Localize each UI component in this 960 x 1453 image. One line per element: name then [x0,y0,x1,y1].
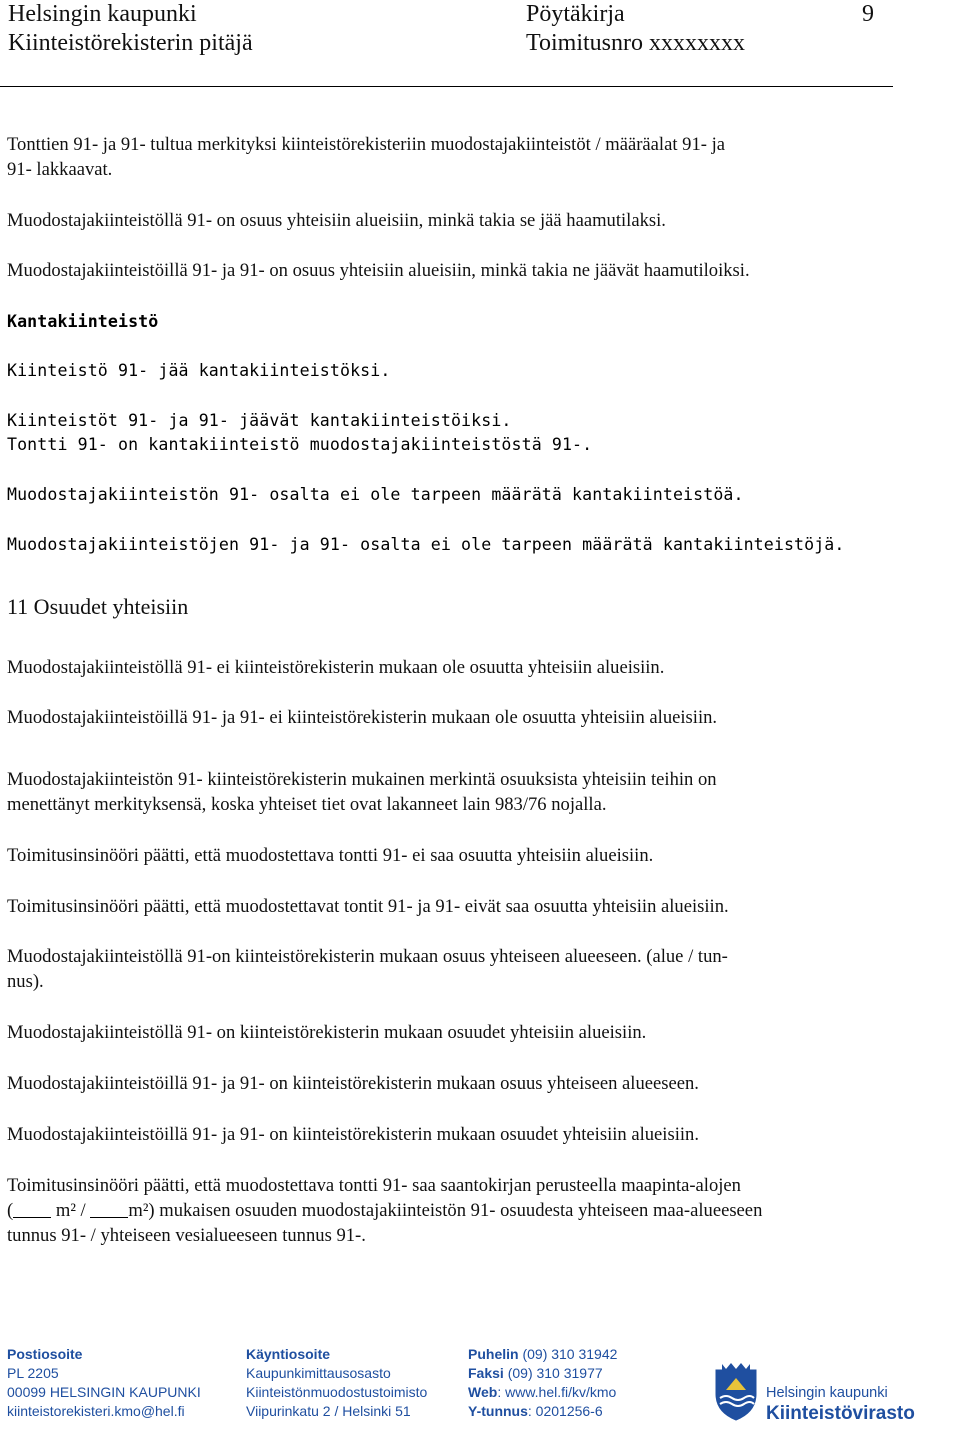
footer-line: Kaupunkimittausosasto [246,1365,391,1381]
footer-label: Y-tunnus [468,1403,528,1419]
footer-line: Viipurinkatu 2 / Helsinki 51 [246,1403,411,1419]
paragraph: Muodostajakiinteistöllä 91- on kiinteistörekisterin mukaan osuudet yhteisiin alueisiin. [7,1022,647,1043]
paragraph: menettänyt merkityksensä, koska yhteiset tiet ovat lakanneet lain 983/76 nojalla. [7,794,607,815]
footer-value: (09) 310 31977 [507,1365,603,1381]
footer-postal-address [7,1345,201,1421]
footer-web [468,1383,617,1402]
paragraph: Kiinteistöt 91- ja 91- jäävät kantakiinteistöiksi. [7,411,512,430]
footer-label: Puhelin [468,1346,519,1362]
paragraph: Toimitusinsinööri päätti, että muodostettavat tontit 91- ja 91- eivät saa osuutta yhteisiin alueisiin. [7,896,729,917]
footer-value: : www.hel.fi/kv/kmo [497,1384,617,1400]
logo-text: Kiinteistövirasto [766,1403,915,1424]
paragraph: tunnus 91- / yhteiseen vesialueeseen tunnus 91-. [7,1225,366,1246]
footer-phone [468,1345,617,1364]
paragraph: Muodostajakiinteistöillä 91- ja 91- on kiinteistörekisterin mukaan osuudet yhteisiin alueisiin. [7,1124,699,1145]
text-fragment: m²) mukaisen osuuden muodostajakiinteistön 91- osuudesta yhteiseen maa-alueeseen [128,1200,763,1221]
blank-field [13,1201,51,1218]
text-fragment: m² / [55,1200,86,1221]
paragraph: Muodostajakiinteistön 91- osalta ei ole tarpeen määrätä kantakiinteistöä. [7,485,744,504]
footer-line: PL 2205 [7,1365,59,1381]
paragraph [7,1198,762,1223]
logo-text: Helsingin kaupunki [766,1385,888,1401]
footer-line: 00099 HELSINGIN KAUPUNKI [7,1384,201,1400]
paragraph: Muodostajakiinteistöllä 91- on osuus yhteisiin alueisiin, minkä takia se jää haamutilaksi. [7,210,666,231]
paragraph: nus). [7,971,44,992]
footer-ytunnus [468,1402,617,1421]
blank-field [90,1201,128,1218]
footer-fax [468,1364,617,1383]
footer-label: Web [468,1384,498,1400]
footer-label: Käyntiosoite [246,1346,331,1362]
helsinki-crest-icon [712,1360,760,1422]
footer-contact [468,1345,617,1421]
header-rule [0,86,893,87]
paragraph: Tonttien 91- ja 91- tultua merkityksi kiinteistörekisteriin muodostajakiinteistöt / määräalat 91- ja [7,134,726,155]
text-fragment: ( [7,1200,14,1221]
paragraph: Muodostajakiinteistöllä 91- ei kiinteistörekisterin mukaan ole osuutta yhteisiin alueisiin. [7,657,665,678]
paragraph: Toimitusinsinööri päätti, että muodostettava tontti 91- saa saantokirjan perusteella maapinta-alojen [7,1175,741,1196]
paragraph: Muodostajakiinteistöillä 91- ja 91- on kiinteistörekisterin mukaan osuus yhteiseen alueeseen. [7,1073,699,1094]
paragraph: Muodostajakiinteistöillä 91- ja 91- ei kiinteistörekisterin mukaan ole osuutta yhteisiin alueisiin. [7,707,718,728]
footer-visit-address [246,1345,427,1421]
header-case-number: Toimitusnro xxxxxxxx [526,30,745,56]
paragraph: Kiinteistö 91- jää kantakiinteistöksi. [7,361,391,380]
header-org: Helsingin kaupunki [8,1,197,27]
footer-label: Postiosoite [7,1346,83,1362]
footer-email: kiinteistorekisteri.kmo@hel.fi [7,1403,185,1419]
paragraph: Muodostajakiinteistöillä 91- ja 91- on osuus yhteisiin alueisiin, minkä takia ne jäävät haamutiloiksi. [7,260,750,281]
header-office: Kiinteistörekisterin pitäjä [8,30,253,56]
paragraph: Toimitusinsinööri päätti, että muodostettava tontti 91- ei saa osuutta yhteisiin alueisiin. [7,845,654,866]
paragraph: Tontti 91- on kantakiinteistö muodostajakiinteistöstä 91-. [7,435,593,454]
header-page-number: 9 [862,1,874,27]
paragraph: Muodostajakiinteistöjen 91- ja 91- osalta ei ole tarpeen määrätä kantakiinteistöjä. [7,535,845,554]
paragraph: Muodostajakiinteistöllä 91-on kiinteistörekisterin mukaan osuus yhteiseen alueeseen. (alue / tun- [7,946,728,967]
footer-line: Kiinteistönmuodostustoimisto [246,1384,428,1400]
paragraph: Muodostajakiinteistön 91- kiinteistörekisterin mukainen merkintä osuuksista yhteisiin teihin on [7,769,717,790]
footer-value: : 0201256-6 [527,1403,603,1419]
footer-value: (09) 310 31942 [522,1346,618,1362]
paragraph: 91- lakkaavat. [7,159,113,180]
header-doc-type: Pöytäkirja [526,1,625,27]
footer-label: Faksi [468,1365,504,1381]
subheading-kantakiinteisto: Kantakiinteistö [7,312,159,331]
section-title: 11 Osuudet yhteisiin [7,594,189,619]
